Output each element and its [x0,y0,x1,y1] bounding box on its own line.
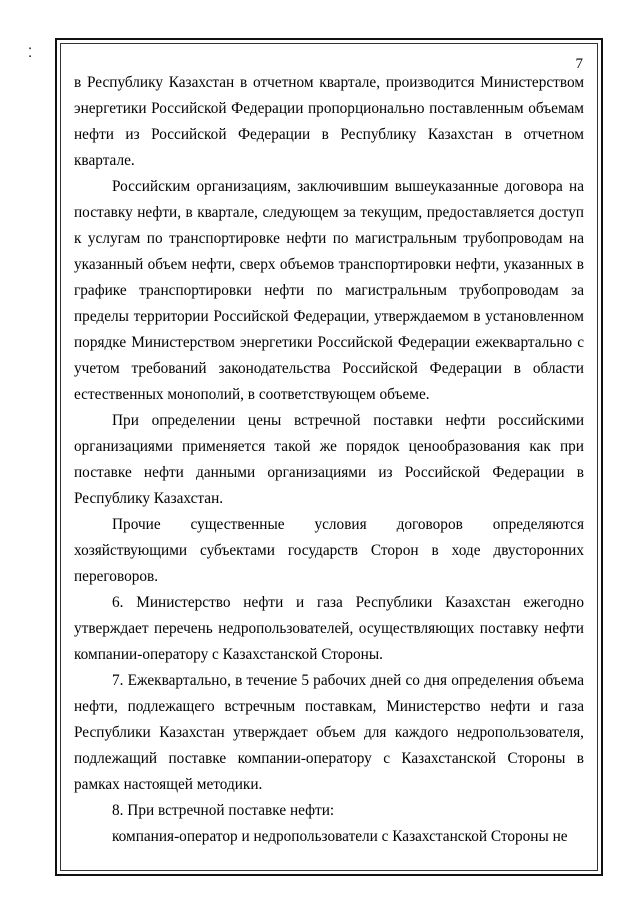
paragraph-1: в Республику Казахстан в отчетном квартале, производится Министерством энергетики Российской Федерации пропорционально поставленным объемам нефти из Российской Федерации в Республику Казахстан в отчетном квартале. [74,74,584,169]
paragraph-6: 7. Ежеквартально, в течение 5 рабочих дней со дня определения объема нефти, подлежащего встречным поставкам, Министерство нефти и газа Республики Казахстан утверждает объем для каждого недропользователя, подлежащий поставке компании-оператору с Казахстанской Стороны в рамках настоящей методики. [74,672,584,793]
paragraph-7: 8. При встречной поставке нефти: [112,802,335,819]
document-body [74,70,584,850]
paragraph-8: компания-оператор и недропользователи с Казахстанской Стороны не [112,828,568,845]
paragraph-4: Прочие существенные условия договоров определяются хозяйствующими субъектами государств Сторон в ходе двусторонних переговоров. [74,516,584,585]
margin-mark: ⁚ [28,45,33,60]
page-number: 7 [575,56,583,72]
paragraph-2: Российским организациям, заключившим вышеуказанные договора на поставку нефти, в квартале, следующем за текущим, предоставляется доступ к услугам по транспортировке нефти по магистральным трубопроводам на указанный объем нефти, сверх объемов транспортировки нефти, указанных в графике транспортировки нефти по магистральным трубопроводам за пределы территории Российской Федерации, утверждаемом в установленном порядке Министерством энергетики Российской Федерации ежеквартально с учетом требований законодательства Российской Федерации в области естественных монополий, в соответствующем объеме. [74,178,584,403]
paragraph-3: При определении цены встречной поставки нефти российскими организациями применяется такой же порядок ценообразования как при поставке нефти данными организациями из Российской Федерации в Республику Казахстан. [74,412,584,507]
paragraph-5: 6. Министерство нефти и газа Республики Казахстан ежегодно утверждает перечень недропользователей, осуществляющих поставку нефти компании-оператору с Казахстанской Стороны. [74,594,584,663]
